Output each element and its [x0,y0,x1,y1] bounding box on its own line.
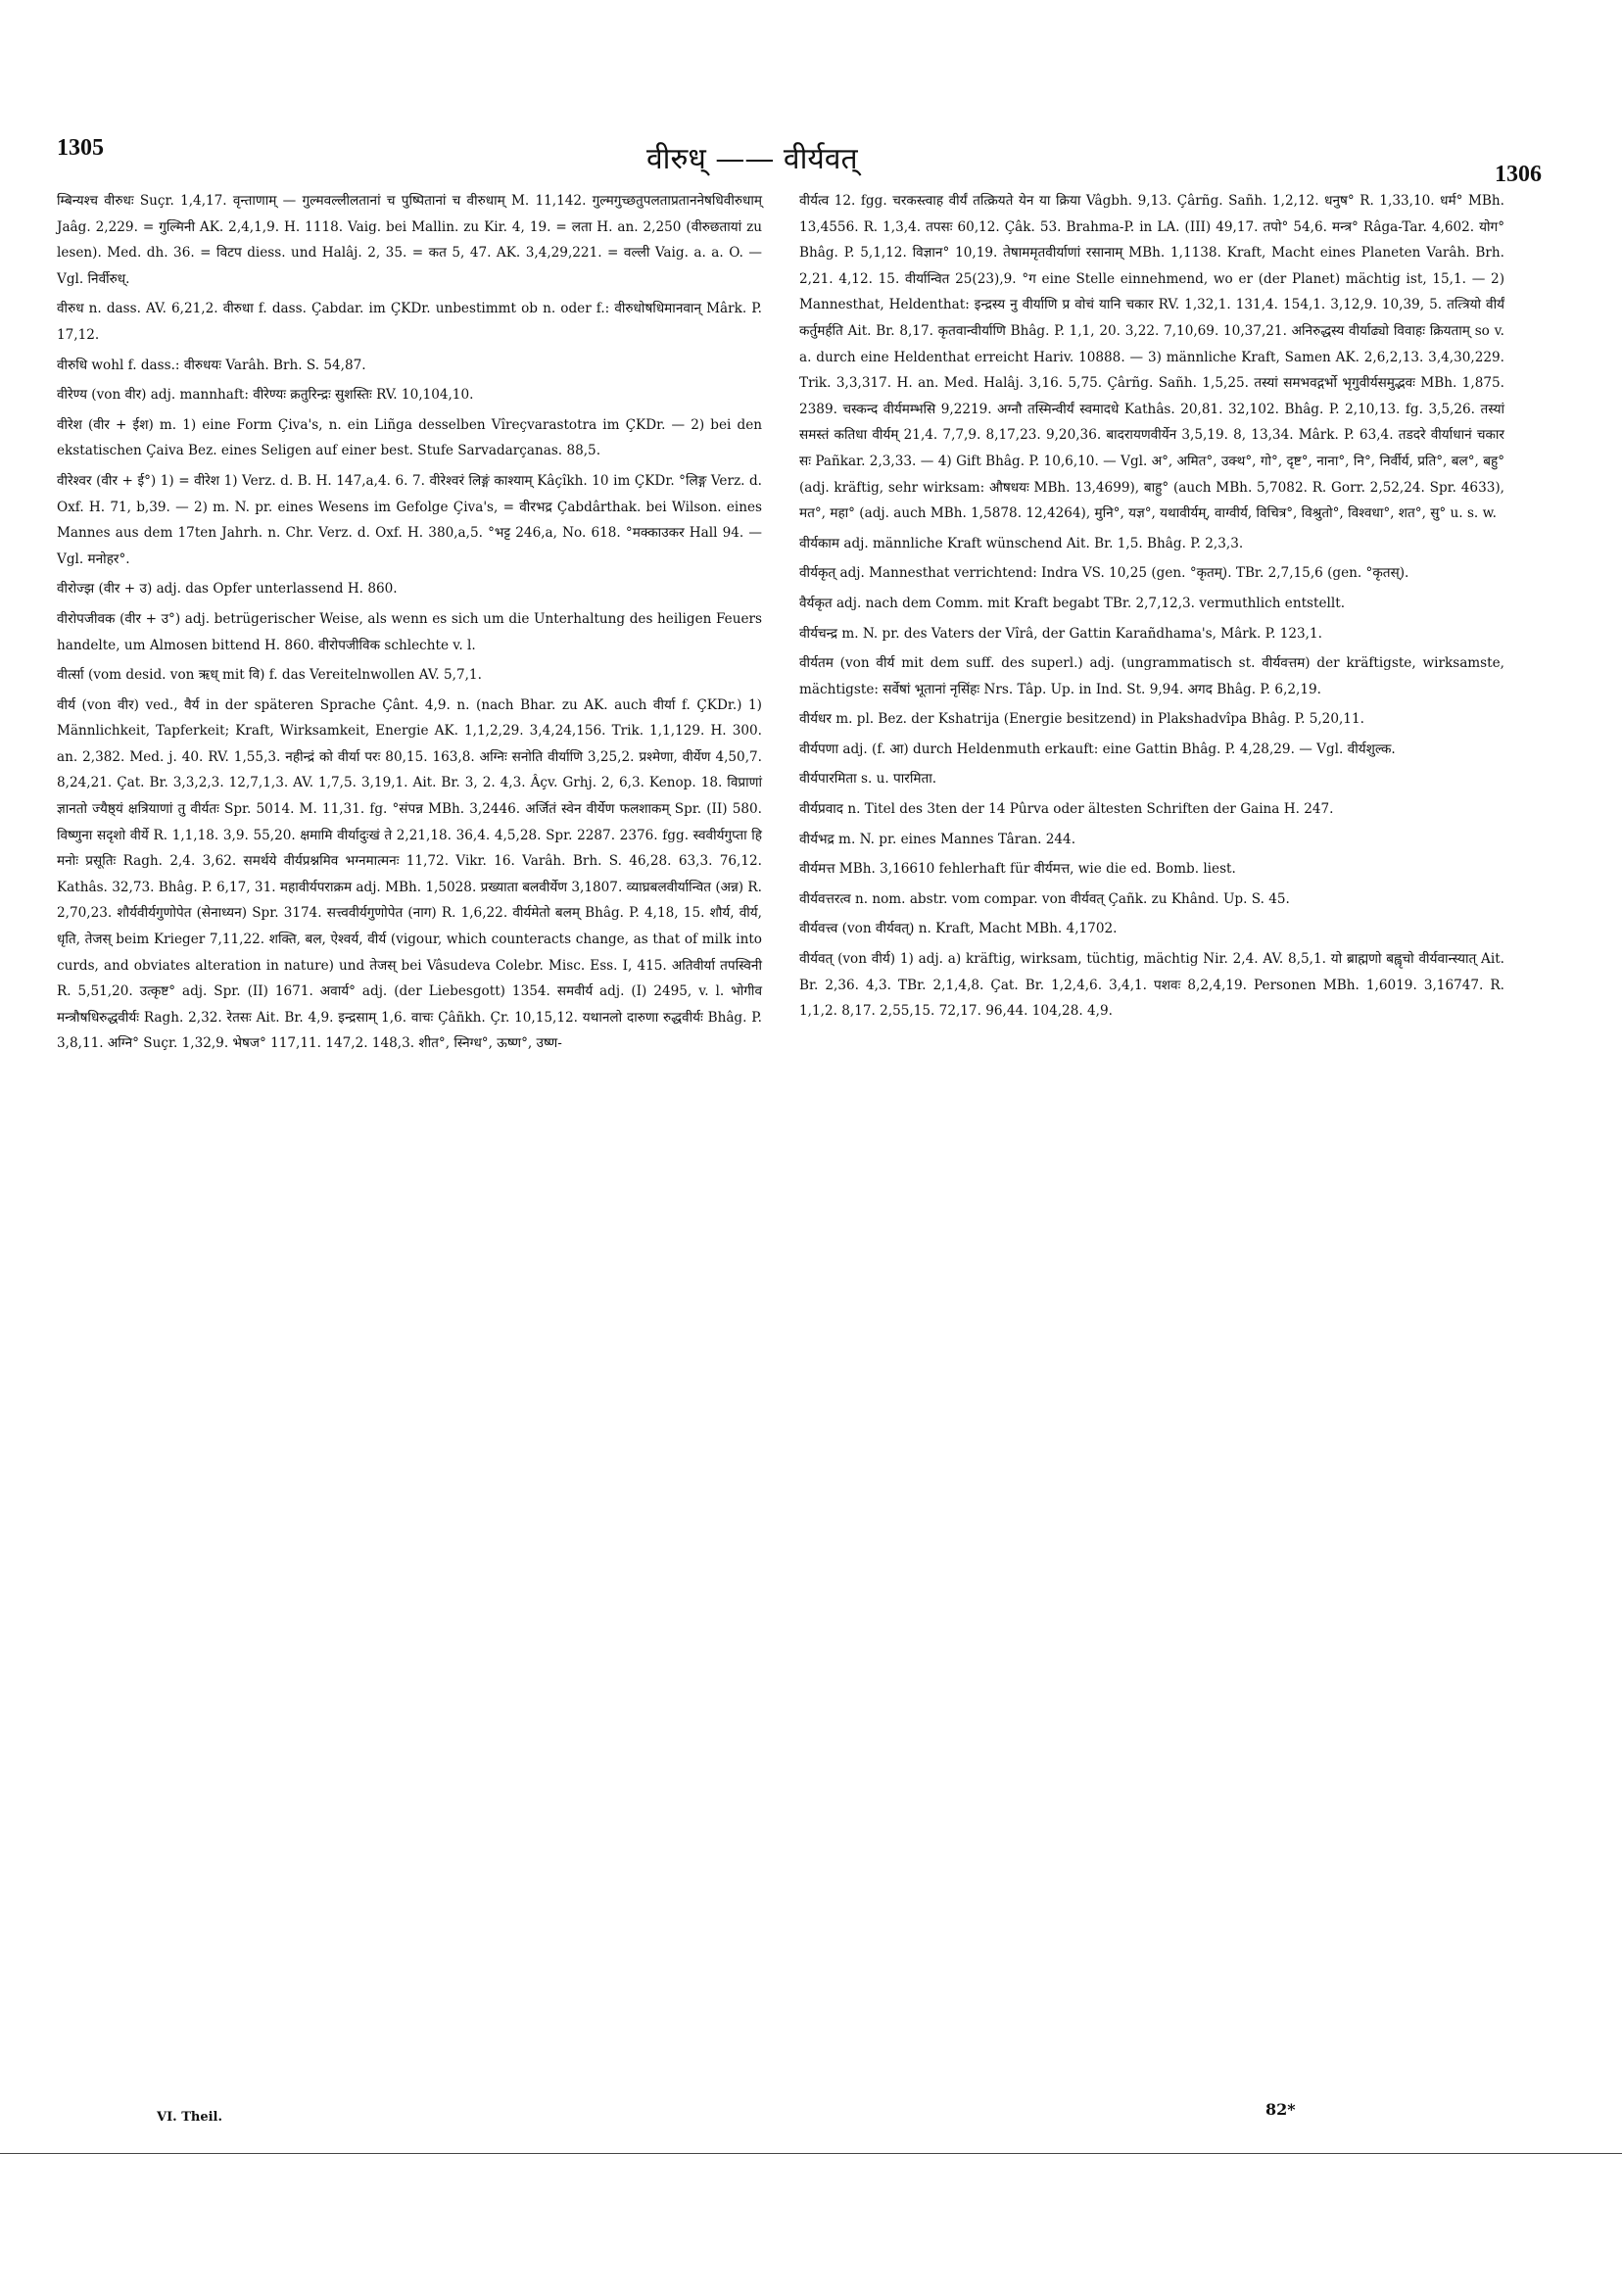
footer-volume-label: VI. Theil. [157,2110,223,2125]
entry: वीरेश्वर (वीर + ई°) 1) = वीरेश 1) Verz. d. B. H. 147,a,4. 6. 7. वीरेश्वरं लिङ्गं काश्याम् Kâçîkh. 10 im ÇKDr. °लिङ्ग Verz. d. Oxf. H. 71, b,39. — 2) m. N. pr. eines Wesens im Gefolge Çiva's, = वीरभद्र Çabdârthak. bei Wilson. eines Mannes aus dem 17ten Jahrh. n. Chr. Verz. d. Oxf. H. 380,a,5. °भट्ट 246,a, No. 618. °मक्काउकर Hall 94. — Vgl. मनोहर°. [57,472,762,567]
entry: वीर्यपणा adj. (f. आ) durch Heldenmuth erkauft: eine Gattin Bhâg. P. 4,28,29. — Vgl. वीर्यशुल्क. [799,741,1396,757]
entry: म्बिन्यश्च वीरुधः Suçr. 1,4,17. वृन्ताणाम् — गुल्मवल्लीलतानां च पुष्पितानां च वीरुधाम् M. 11,142. गुल्मगुच्छतुपलताप्रताननेषधिवीरुधाम् Jaâg. 2,229. = गुल्मिनी AK. 2,4,1,9. H. 1118. Vaig. bei Mallin. zu Kir. 4, 19. = लता H. an. 2,250 (वीरुछतायां zu lesen). Med. dh. 36. = विटप diess. und Halâj. 2, 35. = कत 5, 47. AK. 3,4,29,221. = वल्ली Vaig. a. a. O. — Vgl. निर्वीरुध्. [57,193,762,287]
signature-mark: 82* [1265,2100,1296,2119]
entry: वीर्यभद्र m. N. pr. eines Mannes Târan. 244. [799,831,1076,847]
entry: वीरोपजीवक (वीर + उ°) adj. betrügerischer Weise, als wenn es sich um die Unterhaltung des heiligen Feuers handelte, um Almosen bittend H. 860. वीरोपजीविक schlechte v. l. [57,610,762,653]
entry: वीर्यवत्त्व (von वीर्यवत्) n. Kraft, Macht MBh. 4,1702. [799,921,1118,937]
page-number-right: 1306 [1495,162,1542,187]
entry: वीरेण्य (von वीर) adj. mannhaft: वीरेण्यः क्रतुरिन्द्रः सुशस्तिः RV. 10,104,10. [57,387,474,404]
entry: वीर्यतम (von वीर्य mit dem suff. des superl.) adj. (ungrammatisch st. वीर्यवत्तम) der kräftigste, wirksamste, mächtigste: सर्वेषां भूतानां नृसिंहः Nrs. Tâp. Up. in Ind. St. 9,94. अगद Bhâg. P. 6,2,19. [799,655,1504,697]
entry: वीर्यप्रवाद n. Titel des 3ten der 14 Pûrva oder ältesten Schriften der Gaina H. 247. [799,801,1334,818]
entry: वीर्यकाम adj. männliche Kraft wünschend Ait. Br. 1,5. Bhâg. P. 2,3,3. [799,535,1244,551]
left-column [57,188,762,1061]
entry: वीर्य (von वीर) ved., वैर्य in der späteren Sprache Çânt. 4,9. n. (nach Bhar. zu AK. auch वीर्या f. ÇKDr.) 1) Männlichkeit, Tapferkeit; Kraft, Wirksamkeit, Energie AK. 1,1,2,29. 3,4,24,156. Trik. 1,1,129. H. 300. an. 2,382. Med. j. 40. RV. 1,55,3. नहीन्द्रं को वीर्या परः 80,15. 163,8. अग्निः सनोति वीर्याणि 3,25,2. प्रश्मेणा, वीर्येण 4,50,7. 8,24,21. Çat. Br. 3,3,2,3. 12,7,1,3. AV. 1,7,5. 3,19,1. Ait. Br. 3, 2. 4,3. Âçv. Grhj. 2, 6,3. Kenop. 18. विप्राणां ज्ञानतो ज्यैष्ठ्यं क्षत्रियाणां तु वीर्यतः Spr. 5014. M. 11,31. fg. °संपन्न MBh. 3,2446. अर्जितं स्वेन वीर्येण फलशाकम् Spr. (II) 580. विष्णुना सदृशो वीर्ये R. 1,1,18. 3,9. 55,20. क्षमामि वीर्यादुःखं ते 2,21,18. 36,4. 4,5,28. Spr. 2287. 2376. fgg. स्ववीर्यगुप्ता हि मनोः प्रसूतिः Ragh. 2,4. 3,62. समर्थये वीर्यप्रश्नमिव भग्नमात्मनः 11,72. Vikr. 16. Varâh. Brh. S. 46,28. 63,3. 76,12. Kathâs. 32,73. Bhâg. P. 6,17, 31. महावीर्यपराक्रम adj. MBh. 1,5028. प्रख्याता बलवीर्येण 3,1807. व्याघ्रबलवीर्यान्वित (अन्न) R. 2,70,23. शौर्यवीर्यगुणोपेत (सेनाध्यन) Spr. 3174. सत्त्ववीर्यगुणोपेत (नाग) R. 1,6,22. वीर्यमेतो बलम् Bhâg. P. 4,18, 15. शौर्य, वीर्य, धृति, तेजस् beim Krieger 7,11,22. शक्ति, बल, ऐश्वर्य, वीर्य (vigour, which counteracts change, as that of milk into curds, and obviates alteration in nature) und तेजस् bei Vâsudeva Colebr. Misc. Ess. I, 415. अतिवीर्या तपस्विनी R. 5,51,20. उत्कृष्ट° adj. Spr. (II) 1671. अवार्य° adj. (der Liebesgott) 1354. समवीर्य adj. (I) 2495, v. l. भोगीव मन्त्रौषधिरुद्धवीर्यः Ragh. 2,32. रेतसः Ait. Br. 4,9. इन्द्रसाम् 1,6. वाचः Çâñkh. Çr. 10,15,12. यथानलो दारुणा रुद्धवीर्यः Bhâg. P. 3,8,11. अग्नि° Suçr. 1,32,9. भेषज° 117,11. 147,2. 148,3. शीत°, स्निग्ध°, ऊष्ण°, उष्ण- [57,696,762,1052]
entry: वैर्यकृत adj. nach dem Comm. mit Kraft begabt TBr. 2,7,12,3. vermuthlich entstellt. [799,595,1346,611]
entry: वीरेश (वीर + ईश) m. 1) eine Form Çiva's, n. ein Liñga desselben Vîreçvarastotra im ÇKDr. — 2) bei den ekstatischen Çaiva Bez. eines Seligen auf einer best. Stufe Sarvadarçanas. 88,5. [57,416,762,459]
running-head: वीरुध् —— वीर्यवत् [646,142,858,176]
entry: वीरोज्झ (वीर + उ) adj. das Opfer unterlassend H. 860. [57,581,398,598]
right-column [799,188,1504,1028]
entry: वीर्त्सा (vom desid. von ऋध् mit वि) f. das Vereitelnwollen AV. 5,7,1. [57,667,482,684]
entry: वीर्यकृत् adj. Mannesthat verrichtend: Indra VS. 10,25 (gen. °कृतम्). TBr. 2,7,15,6 (gen. °कृतस्). [799,565,1409,582]
entry: वीर्यचन्द्र m. N. pr. des Vaters der Vîrâ, der Gattin Karañdhama's, Mârk. P. 123,1. [799,625,1322,642]
entry: वीर्यमत्त MBh. 3,16610 fehlerhaft für वीर्यमत्त, wie die ed. Bomb. liest. [799,861,1236,878]
entry: वीर्यवत् (von वीर्य) 1) adj. a) kräftig, wirksam, tüchtig, mächtig Nir. 2,4. AV. 8,5,1. यो ब्राह्मणो बह्वृचो वीर्यवान्स्यात् Ait. Br. 2,36. 4,3. TBr. 2,1,4,8. Çat. Br. 1,2,4,6. 3,4,1. पशवः 8,2,4,19. Personen MBh. 1,6019. 3,16747. R. 1,1,2. 8,17. 2,55,15. 72,17. 96,44. 104,28. 4,9. [799,951,1504,1020]
entry: वीर्यपारमिता s. u. पारमिता. [799,771,937,788]
entry: वीरुधि wohl f. dass.: वीरुधयः Varâh. Brh. S. 54,87. [57,357,366,373]
page-number-left: 1305 [57,135,104,161]
entry: वीरुध n. dass. AV. 6,21,2. वीरुधा f. dass. Çabdar. im ÇKDr. unbestimmt ob n. oder f.: वीरुधोषधिमानवान् Mârk. P. 17,12. [57,301,762,343]
entry: वीर्यधर m. pl. Bez. der Kshatrija (Energie besitzend) in Plakshadvîpa Bhâg. P. 5,20,11. [799,711,1364,728]
bottom-rule [0,2153,1622,2154]
entry: वीर्यवत्तरत्व n. nom. abstr. vom compar. von वीर्यवत् Çañk. zu Khând. Up. S. 45. [799,890,1290,907]
entry: वीर्यत्व 12. fgg. चरकस्त्वाह वीर्यं तत्क्रियते येन या क्रिया Vâgbh. 9,13. Çârñg. Sañh. 1,2,12. धनुष° R. 1,33,10. धर्म° MBh. 13,4556. R. 1,3,4. तपसः 60,12. Çâk. 53. Brahma-P. in LA. (III) 49,17. तपो° 54,6. मन्त्र° Râga-Tar. 4,602. योग° Bhâg. P. 5,1,12. विज्ञान° 10,19. तेषाममृतवीर्याणां रसानाम् MBh. 1,1138. Kraft, Macht eines Planeten Varâh. Brh. 2,21. 4,12. 15. वीर्यान्वित 25(23),9. °ग eine Stelle einnehmend, wo er (der Planet) mächtig ist, 15,1. — 2) Mannesthat, Heldenthat: इन्द्रस्य नु वीर्याणि प्र वोचं यानि चकार RV. 1,32,1. 131,4. 154,1. 3,12,9. 10,39, 5. तत्त्रियो वीर्यं कर्तुमर्हति Ait. Br. 8,17. कृतवान्वीर्याणि Bhâg. P. 1,1, 20. 3,22. 7,10,69. 10,37,21. अनिरुद्धस्य वीर्याढ्यो विवाहः क्रियताम् so v. a. durch eine Heldenthat erreicht Hariv. 10888. — 3) männliche Kraft, Samen AK. 2,6,2,13. 3,4,30,229. Trik. 3,3,317. H. an. Med. Halâj. 3,16. 5,75. Çârñg. Sañh. 1,5,25. तस्यां समभवद्गर्भो भृगुवीर्यसमुद्भवः MBh. 1,875. 2389. चस्कन्द वीर्यमम्भसि 9,2219. अग्नौ तस्मिन्वीर्यं स्वमादधे Kathâs. 20,81. 32,102. Bhâg. P. 2,10,13. fg. 3,5,26. तस्यां समस्तं कतिधा वीर्यम् 21,4. 7,7,9. 8,17,23. 9,20,36. बादरायणवीर्येन 3,5,19. 8, 13,34. Mârk. P. 63,4. तडदरे वीर्याधानं चकार सः Pañkar. 2,3,33. — 4) Gift Bhâg. P. 10,6,10. — Vgl. अ°, अमित°, उक्थ°, गो°, दृष्ट°, नाना°, नि°, निर्वीर्य, प्रति°, बल°, बहु° (adj. kräftig, sehr wirksam: औषधयः MBh. 13,4699), बाहु° (auch MBh. 5,7082. R. Gorr. 2,52,24. Spr. 4633), मत°, महा° (adj. auch MBh. 1,5878. 12,4264), मुनि°, यज्ञ°, यथावीर्यम्, वाग्वीर्य, विचित्र°, विश्रुतो°, विश्वधा°, शत°, सु° u. s. w. [799,193,1504,522]
